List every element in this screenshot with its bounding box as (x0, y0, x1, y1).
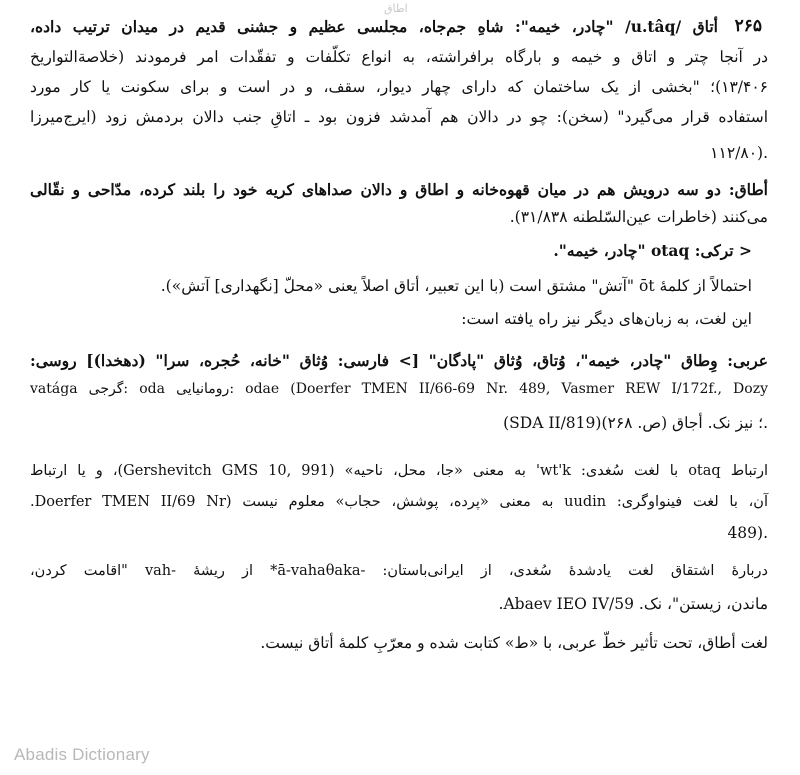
entry-line-5: ۱۱۲/۸۰). (710, 144, 768, 162)
footer-brand: Abadis Dictionary (14, 745, 150, 764)
iranian-line-1: دربارهٔ اشتقاق لغت یادشدهٔ سُغدی، از ایرانی‌باستان: -ā-vahaθaka* از ریشهٔ -vah "اقامت کردن، (30, 563, 768, 579)
subentry-line-1: أطاق: دو سه درویش هم در میان قهوه‌خانه و اطاق و دالان صداهای کریه خود را بلند کرده، مدّاحی و نقّالی (30, 180, 768, 199)
closing-line: لغت أطاق، تحت تأثیر خطّ عربی، با «ط» کتابت شده و معرّبِ کلمهٔ أتاق نیست. (260, 634, 768, 652)
entry-line-1: أتاق /u.tâq/ "چادر، خیمه": شاهِ جم‌جاه، مجلسی عظیم و جشنی قدیم در میدان ترتیب داده، (30, 17, 718, 36)
etymology-probable: احتمالاً از کلمهٔ ōt "آتش" مشتق است (با این تعبیر، أتاق اصلاً یعنی «محلّ [نگهداری] آتش»). (160, 277, 752, 295)
watermark: اطاق (384, 2, 408, 15)
etymology-spread: این لغت، به زبان‌های دیگر نیز راه یافته است: (461, 310, 752, 328)
entry-line-4: استفاده قرار می‌گیرد" (سخن): چو در دالان هم آمدشد فزون بود ـ اتاقِ جنب دالان بردمش زود (ایرج‌میرزا (30, 108, 768, 126)
languages-line-1: عربی: وِطاق "چادر، خیمه"، وُتاق، وُثاق "پادگان" [> فارسی: وُثاق "خانه، حُجره، سرا" (دهخدا)] روسی: (30, 351, 768, 370)
entry-line-3: ۱۳/۴۰۶)؛ "بخشی از یک ساختمان که دارای چهار دیوار، سقف، و در است و برای سکونت یا کار مورد (30, 78, 768, 96)
languages-line-3: (SDA II/819)؛ نیز نک. أجاق (ص. ۲۶۸). (503, 414, 768, 432)
sogdian-line-1: ارتباط otaq با لغت سُغدی: wt'k' به معنی «جا، محل، ناحیه» (Gershevitch GMS 10, 991)، و یا ارتباط (30, 463, 768, 479)
sogdian-line-3: 489). (727, 524, 768, 542)
etymology-turkish: < ترکی: otaq "چادر، خیمه". (553, 241, 752, 260)
page-number: ۲۶۵ (734, 16, 762, 36)
iranian-line-2: ماندن، زیستن"، نک. Abaev IEO IV/59. (498, 595, 768, 613)
sogdian-line-2: آن، با لغت فینواوگری: uudin به معنی «پرده، پوشش، حجاب» معلوم نیست (Doerfer TMEN II/69 Nr. (30, 494, 768, 510)
subentry-line-2: می‌کنند (خاطرات عین‌السّلطنه ۳۱/۸۳۸). (509, 208, 768, 226)
entry-line-2: در آنجا چتر و اتاق و خیمه و بارگاه برافراشته، به انواع تکلّفات و تفقّدات امر فرمودند (خلاصة‌التواریخ (30, 48, 768, 66)
languages-line-2: vatága گرجی: oda رومانیایی: odae (Doerfer TMEN II/66-69 Nr. 489, Vasmer REW I/172f., Dozy (30, 381, 768, 397)
